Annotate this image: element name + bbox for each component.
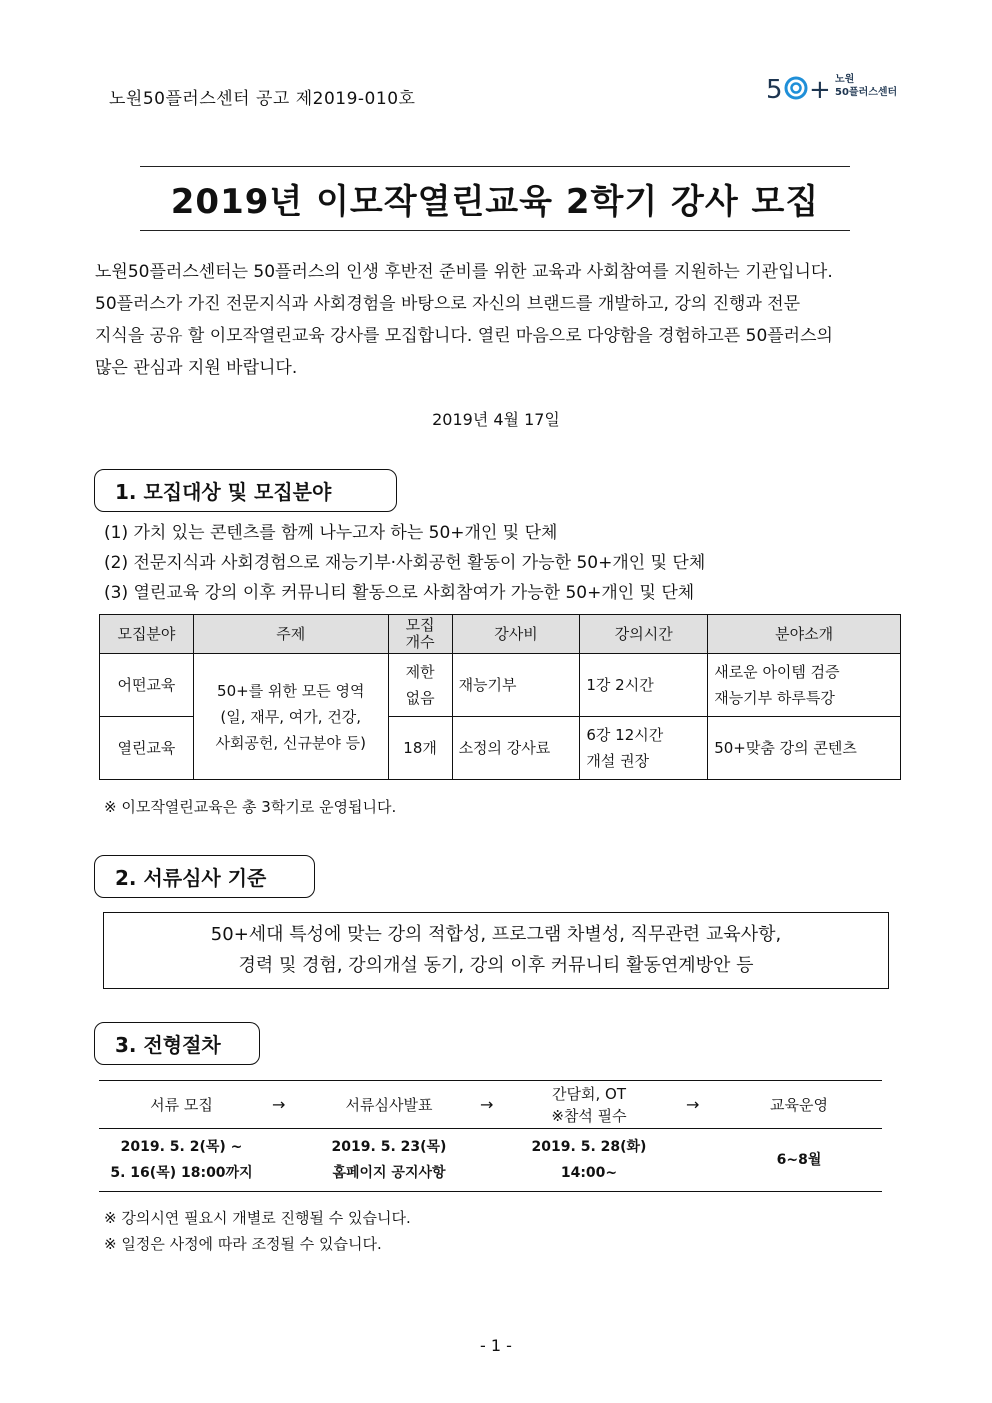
svg-text:5: 5 [766, 75, 783, 105]
topic-cell [193, 654, 388, 780]
row2-time [580, 717, 708, 780]
header-fee: 강사비 [452, 615, 580, 654]
step3-detail-line2: 14:00~ [560, 1165, 618, 1181]
notice-date: 2019년 4월 17일 [432, 410, 560, 429]
row2-time-line1: 6강 12시간 [586, 726, 664, 744]
step3-detail-line1: 2019. 5. 28(화) [531, 1139, 647, 1155]
topic-line1: 50+를 위한 모든 영역 [217, 681, 365, 700]
page-number: - 1 - [480, 1336, 512, 1355]
process-detail-row [99, 1129, 882, 1192]
header-time: 강의시간 [580, 615, 708, 654]
center-logo [766, 70, 906, 106]
header-field: 모집분야 [100, 615, 194, 654]
intro-line: 지식을 공유 할 이모작열린교육 강사를 모집합니다. 열린 마음으로 다양함을 경험하고픈 50플러스의 [95, 326, 833, 346]
step1-detail-line2: 5. 16(목) 18:00까지 [110, 1165, 253, 1181]
step2-detail-line1: 2019. 5. 23(목) [331, 1139, 447, 1155]
arrow-right-icon: → [480, 1095, 494, 1114]
row2-fee: 소정의 강사료 [452, 717, 580, 780]
target-item: (3) 열린교육 강의 이후 커뮤니티 활동으로 사회참여가 가능한 50+개인 및 단체 [104, 583, 695, 603]
step3-title [514, 1081, 664, 1128]
process-notes [104, 1205, 411, 1257]
intro-line: 노원50플러스센터는 50플러스의 인생 후반전 준비를 위한 교육과 사회참여를 지원하는 기관입니다. [95, 262, 833, 282]
section2-heading: 2. 서류심사 기준 [94, 855, 315, 898]
logo-text-line2: 50플러스센터 [835, 87, 898, 98]
header-topic: 주제 [193, 615, 388, 654]
row1-count [388, 654, 452, 717]
header-intro: 분야소개 [708, 615, 901, 654]
step1-detail-line1: 2019. 5. 2(목) ~ [120, 1139, 243, 1155]
row1-intro-line2: 재능기부 하루특강 [714, 689, 835, 707]
intro-line: 많은 관심과 지원 바랍니다. [95, 358, 298, 378]
target-list [104, 518, 705, 608]
svg-text:+: + [809, 75, 831, 105]
row1-intro [708, 654, 901, 717]
step3-title-line2: ※참석 필수 [551, 1106, 627, 1125]
criteria-line: 경력 및 경험, 강의개설 동기, 강의 이후 커뮤니티 활동연계방안 등 [238, 955, 754, 976]
header-count [388, 615, 452, 654]
header-count-line2: 개수 [405, 633, 435, 651]
row1-fee: 재능기부 [452, 654, 580, 717]
topic-line2: (일, 재무, 여가, 건강, [220, 707, 362, 726]
target-item: (1) 가치 있는 콘텐츠를 함께 나누고자 하는 50+개인 및 단체 [104, 523, 558, 543]
semester-note: ※ 이모작열린교육은 총 3학기로 운영됩니다. [104, 798, 397, 816]
step2-detail [309, 1129, 469, 1191]
recruit-table [99, 614, 901, 780]
intro-paragraph [95, 256, 897, 384]
row1-count-line2: 없음 [405, 689, 435, 707]
process-note: ※ 강의시연 필요시 개별로 진행될 수 있습니다. [104, 1209, 411, 1227]
row1-time: 1강 2시간 [580, 654, 708, 717]
step3-detail [514, 1129, 664, 1191]
step3-title-line1: 간담회, OT [552, 1084, 626, 1103]
arrow-right-icon: → [686, 1095, 700, 1114]
row2-intro: 50+맞춤 강의 콘텐츠 [708, 717, 901, 780]
table-header-row [100, 615, 901, 654]
logo-text-line1: 노원 [835, 74, 855, 85]
row2-count: 18개 [388, 717, 452, 780]
section3-heading: 3. 전형절차 [94, 1022, 260, 1065]
process-note: ※ 일정은 사정에 따라 조정될 수 있습니다. [104, 1235, 382, 1253]
table-row [100, 654, 901, 717]
criteria-line: 50+세대 특성에 맞는 강의 적합성, 프로그램 차별성, 직무관련 교육사항, [210, 924, 782, 945]
logo-mark-icon [766, 70, 832, 106]
row1-intro-line1: 새로운 아이템 검증 [714, 663, 840, 681]
target-item: (2) 전문지식과 사회경험으로 재능기부·사회공헌 활동이 가능한 50+개인 및 단체 [104, 553, 706, 573]
review-criteria-box [103, 912, 889, 989]
notice-number: 노원50플러스센터 공고 제2019-010호 [109, 89, 416, 109]
arrow-right-icon: → [272, 1095, 286, 1114]
step4-detail: 6~8월 [776, 1152, 822, 1168]
page-title: 2019년 이모작열린교육 2학기 강사 모집 [170, 182, 820, 222]
row2-field: 열린교육 [100, 717, 194, 780]
intro-line: 50플러스가 가진 전문지식과 사회경험을 바탕으로 자신의 브랜드를 개발하고, 강의 진행과 전문 [95, 294, 801, 314]
topic-line3: 사회공헌, 신규분야 등) [215, 733, 367, 752]
title-bottom-rule [140, 230, 850, 231]
step4-title: 교육운영 [770, 1095, 828, 1114]
row1-field: 어떤교육 [100, 654, 194, 717]
step2-detail-line2: 홈페이지 공지사항 [332, 1165, 446, 1181]
header-count-line1: 모집 [405, 616, 435, 634]
step1-detail [99, 1129, 264, 1191]
title-top-rule [140, 166, 850, 167]
row1-count-line1: 제한 [405, 663, 435, 681]
step1-title: 서류 모집 [150, 1095, 213, 1114]
process-header-row [99, 1080, 882, 1129]
process-table [99, 1080, 882, 1192]
logo-text [835, 73, 897, 99]
row2-time-line2: 개설 권장 [586, 752, 650, 770]
step2-title: 서류심사발표 [345, 1095, 433, 1114]
section1-heading: 1. 모집대상 및 모집분야 [94, 469, 397, 512]
